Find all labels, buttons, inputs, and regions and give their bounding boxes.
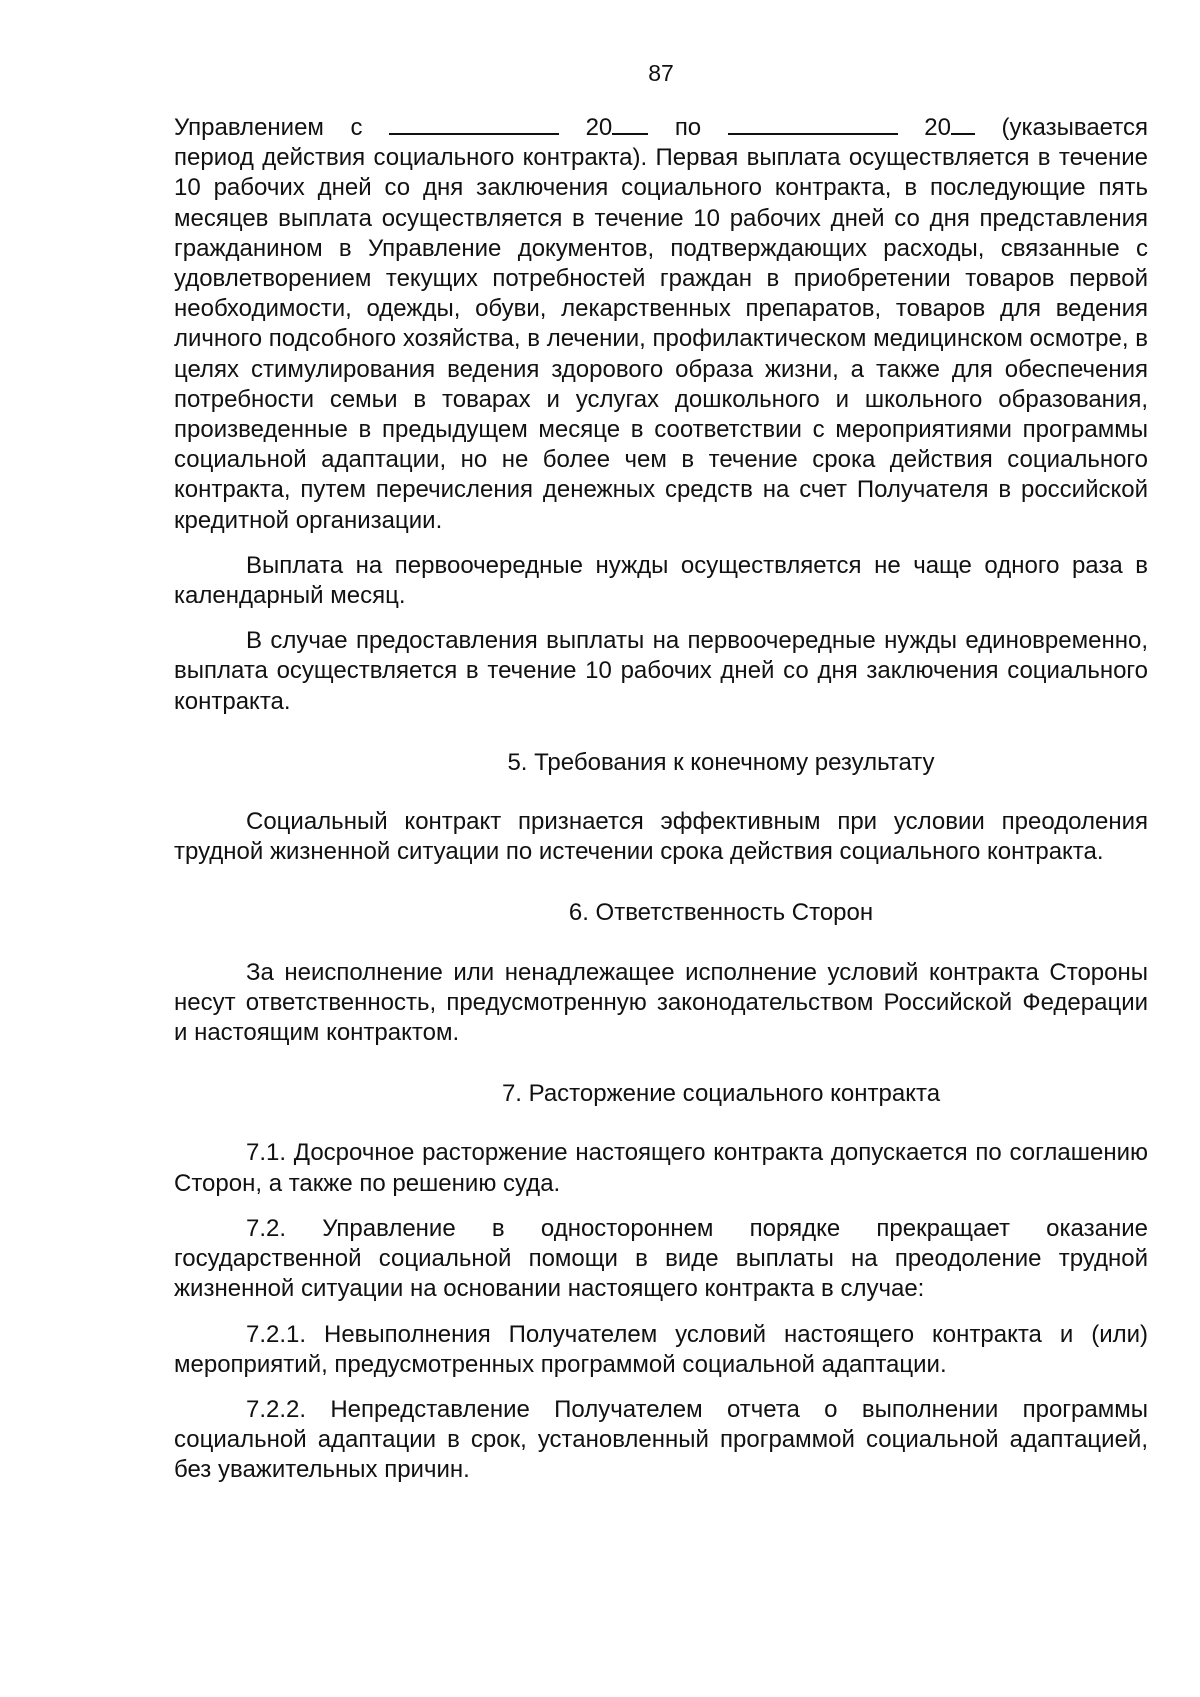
section-5-heading: 5. Требования к конечному результату <box>507 748 935 776</box>
section-7-heading: 7. Расторжение социального контракта <box>501 1080 941 1108</box>
start-date-blank <box>389 113 559 135</box>
start-year-field <box>586 113 649 143</box>
start-year-prefix: 20 <box>585 114 613 141</box>
section-5-text: Социальный контракт признается эффективным при условии преодоления трудной жизненной ситуации по истечении срока действия социального контракта. <box>174 808 1148 866</box>
item-7-2-1: 7.2.1. Невыполнения Получателем условий настоящего контракта и (или) мероприятий, предусмотренных программой социальной адаптации. <box>174 1320 1148 1378</box>
end-date-blank <box>728 113 898 135</box>
end-year-field <box>924 113 975 143</box>
period-note-word: (указывается <box>1001 114 1148 141</box>
item-7-2: 7.2. Управление в одностороннем порядке прекращает оказание государственной социальной помощи в виде выплаты на преодоление трудной жизненной ситуации на основании настоящего контракта в случае: <box>174 1214 1148 1303</box>
payment-terms-paragraph: период действия социального контракта). Первая выплата осуществляется в течение 10 рабочих дней со дня заключения социального контракта, в последующие пять месяцев выплата осуществляется в течение 10 рабочих дней со дня представления гражданином в Управление документов, подтверждающих расходы, связанные с удовлетворением текущих потребностей граждан в приобретении товаров первой необходимости, одежды, обуви, лекарственных препаратов, товаров для ведения личного подсобного хозяйства, в лечении, профилактическом медицинском осмотре, в целях стимулирования ведения здорового образа жизни, а также для обеспечения потребности семьи в товарах и услугах дошкольного и школьного образования, произведенные в предыдущем месяце в соответствии с мероприятиями программы социальной адаптации, но не более чем в течение срока действия социального контракта, путем перечисления денежных средств на счет Получателя в российской кредитной организации. <box>174 144 1148 534</box>
start-year-blank <box>612 113 648 135</box>
contract-period-line <box>174 113 1148 143</box>
section-6-text: За неисполнение или ненадлежащее исполнение условий контракта Стороны несут ответственность, предусмотренную законодательством Российской Федерации и настоящим контрактом. <box>174 958 1148 1047</box>
period-from-word: с <box>350 114 363 141</box>
lump-sum-payment-paragraph: В случае предоставления выплаты на первоочередные нужды единовременно, выплата осуществляется в течение 10 рабочих дней со дня заключения социального контракта. <box>174 627 1148 715</box>
section-6-heading: 6. Ответственность Сторон <box>568 899 874 927</box>
item-7-1: 7.1. Досрочное расторжение настоящего контракта допускается по соглашению Сторон, а также по решению суда. <box>174 1139 1148 1197</box>
period-to-word: по <box>674 114 702 141</box>
document-body <box>174 113 1148 1486</box>
item-7-2-2: 7.2.2. Непредставление Получателем отчета о выполнении программы социальной адаптации в срок, установленный программой социальной адаптацией, без уважительных причин. <box>174 1395 1148 1484</box>
page-number: 87 <box>648 60 674 86</box>
payment-frequency-paragraph: Выплата на первоочередные нужды осуществляется не чаще одного раза в календарный месяц. <box>174 551 1148 610</box>
end-year-blank <box>951 113 975 135</box>
end-year-prefix: 20 <box>924 114 951 141</box>
period-label-word: Управлением <box>174 114 324 141</box>
